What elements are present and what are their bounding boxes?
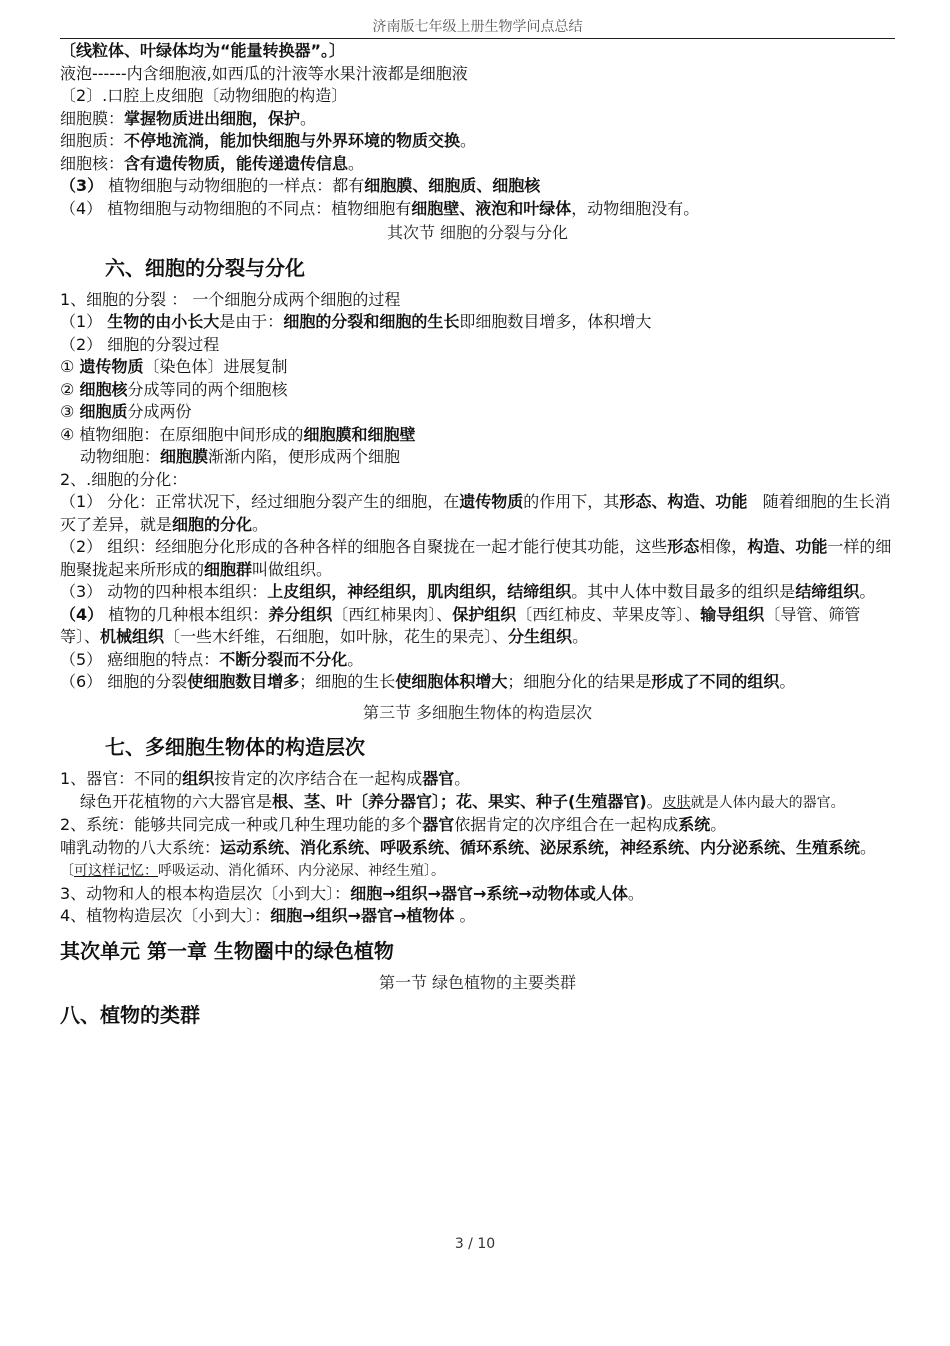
page-header-title: 济南版七年级上册生物学问点总结 [372,19,583,35]
mammal-systems: 哺乳动物的八大系统：运动系统、消化系统、呼吸系统、循环系统、泌尿系统，神经系统、内分泌系统、生殖系统。〔可这样记忆：呼吸运动、消化循环、内分泌尿、神经生殖〕。 [60,837,877,879]
difference-line: （4） 植物细胞与动物细胞的不同点：植物细胞有细胞壁、液泡和叶绿体，动物细胞没有。 [60,198,700,218]
document-body [60,40,895,1034]
header-divider [60,38,895,39]
section-heading-4: 第一节 绿色植物的主要类群 [378,972,577,992]
heading-structure-levels: 七、多细胞生物体的构造层次 [105,735,365,759]
nucleus-line: 细胞核：含有遗传物质，能传递遗传信息。 [60,153,365,173]
plant-tissues: （4） 植物的几种根本组织：养分组织〔西红柿果肉〕、保护组织〔西红柿皮、苹果皮等〕、输导组织〔导管、筛管等〕、机械组织〔一些木纤维，石细胞，如叶脉，花生的果壳〕、分生组织。 [60,604,861,646]
plant-organs: 绿色开花植物的六大器官是根、茎、叶〔养分器官〕；花、果实、种子(生殖器官)。皮肤就是人体内最大的器官。 [80,791,845,811]
division-step-animal: 动物细胞：细胞膜渐渐内陷，便形成两个细胞 [80,447,401,466]
cancer-cell-feature: （5） 癌细胞的特点：不断分裂而不分化。 [60,649,364,669]
page-number: 3 / 10 [454,1236,496,1252]
division-growth-summary: （6） 细胞的分裂使细胞数目增多；细胞的生长使细胞体积增大；细胞分化的结果是形成了不同的组织。 [60,672,796,691]
animal-levels: 3、动物和人的根本构造层次〔小到大〕：细胞→组织→器官→系统→动物体或人体。 [60,883,644,903]
division-step-2: ② 细胞核分成等同的两个细胞核 [60,379,288,399]
similarity-line: （3） 植物细胞与动物细胞的一样点：都有细胞膜、细胞质、细胞核 [60,176,541,195]
oral-cell-heading: 〔2〕.口腔上皮细胞〔动物细胞的构造〕 [60,86,348,105]
differentiation-heading: 2、.细胞的分化： [60,469,188,489]
division-step-1: ① 遗传物质〔染色体〕进展复制 [60,357,288,376]
organelle-note: 〔线粒体、叶绿体均为“能量转换器”。〕 [60,41,346,60]
division-process-heading: （2） 细胞的分裂过程 [60,334,220,354]
heading-plant-groups: 八、植物的类群 [60,1003,200,1027]
cell-membrane-line: 细胞膜：掌握物质进出细胞，保护。 [60,108,317,128]
division-step-3: ③ 细胞质分成两份 [60,402,192,421]
division-definition: 1、细胞的分裂 ： 一个细胞分成两个细胞的过程 [60,289,401,309]
heading-cell-division: 六、细胞的分裂与分化 [105,255,305,280]
cytoplasm-line: 细胞质：不停地流淌，能加快细胞与外界环境的物质交换。 [60,131,477,150]
animal-tissues: （3） 动物的四种根本组织：上皮组织，神经组织，肌肉组织，结缔组织。其中人体中数目最多的组织是结缔组织。 [60,582,876,601]
organ-definition: 1、器官：不同的组织按肯定的次序结合在一起构成器官。 [60,769,471,788]
growth-reason: （1） 生物的由小长大是由于：细胞的分裂和细胞的生长即细胞数目增多，体积增大 [60,312,652,331]
plant-levels: 4、植物构造层次〔小到大〕：细胞→组织→器官→植物体 。 [60,906,476,925]
tissue-definition: （2） 组织：经细胞分化形成的各种各样的细胞各自聚拢在一起才能行使其功能，这些形态相像，构造、功能一样的细胞聚拢起来所形成的细胞群叫做组织。 [60,537,892,579]
system-definition: 2、系统：能够共同完成一种或几种生理功能的多个器官依据肯定的次序组合在一起构成系统。 [60,815,727,834]
vacuole-line: 液泡------内含细胞液,如西瓜的汁液等水果汁液都是细胞液 [60,63,468,83]
section-heading-3: 第三节 多细胞生物体的构造层次 [362,702,593,722]
section-heading-2: 其次节 细胞的分裂与分化 [386,223,569,242]
unit-heading: 其次单元 第一章 生物圈中的绿色植物 [60,938,394,963]
division-step-4: ④ 植物细胞：在原细胞中间形成的细胞膜和细胞壁 [60,424,416,444]
differentiation-definition: （1） 分化：正常状况下，经过细胞分裂产生的细胞，在遗传物质的作用下，其形态、构造、功能 随着细胞的生长消灭了差异，就是细胞的分化。 [60,492,891,534]
